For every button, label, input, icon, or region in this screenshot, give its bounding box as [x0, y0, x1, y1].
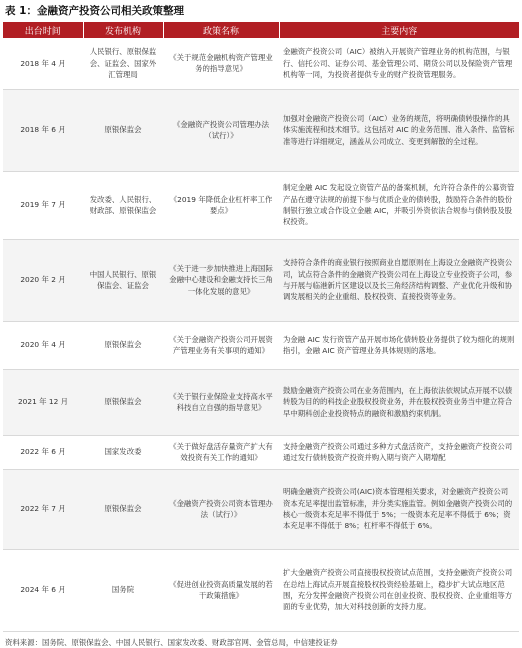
cell-content: 鼓励金融资产投资公司在业务范围内，在上海依法依规试点开展不以债转股为目的的科技企业股权投资业务，并在股权投资业务当中建立符合早中期科创企业投资特点的融资和激励约束机制。 [279, 369, 519, 435]
cell-date: 2019 年 7 月 [3, 171, 83, 239]
cell-agency: 国家发改委 [83, 435, 163, 469]
cell-agency: 中国人民银行、原银保监会、证监会 [83, 239, 163, 321]
cell-agency: 原银保监会 [83, 469, 163, 549]
table-row [3, 239, 519, 321]
cell-agency: 原银保监会 [83, 369, 163, 435]
table-row [3, 89, 519, 171]
header-policy: 政策名称 [163, 22, 279, 38]
cell-content: 加强对金融资产投资公司（AIC）业务的规范，将明确债转股操作的具体实施流程和技术细节。这包括对 AIC 的业务范围、准入条件、监管标准等进行详细规定，涵盖从公司成立、变更到解散的全过程。 [279, 89, 519, 171]
cell-agency: 原银保监会 [83, 321, 163, 369]
cell-policy: 《金融资产投资公司资本管理办法（试行）》 [163, 469, 279, 549]
table-row [3, 549, 519, 631]
source-note: 资料来源：国务院、原银保监会、中国人民银行、国家发改委、财政部官网、金管总局，中信建投证券 [5, 637, 338, 647]
cell-date: 2022 年 6 月 [3, 435, 83, 469]
cell-date: 2022 年 7 月 [3, 469, 83, 549]
cell-policy: 《关于金融资产投资公司开展资产管理业务有关事项的通知》 [163, 321, 279, 369]
cell-policy: 《促进创业投资高质量发展的若干政策措施》 [163, 549, 279, 631]
table-row [3, 321, 519, 369]
policy-table [3, 22, 519, 632]
header-date: 出台时间 [3, 22, 83, 38]
cell-policy: 《关于银行业保险业支持高水平科技自立自强的指导意见》 [163, 369, 279, 435]
table-row [3, 38, 519, 89]
table-title: 表 1：金融资产投资公司相关政策整理 [5, 5, 184, 17]
cell-policy: 《金融资产投资公司管理办法（试行）》 [163, 89, 279, 171]
cell-date: 2024 年 6 月 [3, 549, 83, 631]
table-row [3, 369, 519, 435]
cell-agency: 发改委、人民银行、财政部、原银保监会 [83, 171, 163, 239]
header-content: 主要内容 [279, 22, 519, 38]
cell-content: 支持金融资产投资公司通过多种方式盘活资产，支持金融资产投资公司通过发行债转股资产投资并购入期与资产入期增配 [279, 435, 519, 469]
cell-policy: 《2019 年降低企业杠杆率工作要点》 [163, 171, 279, 239]
cell-content: 金融资产投资公司（AIC）被纳入开展资产管理业务的机构范围，与银行、信托公司、证券公司、基金管理公司、期货公司以及保险资产管理机构等一同，为投资者提供专业的财产投资管理服务。 [279, 38, 519, 89]
cell-date: 2021 年 12 月 [3, 369, 83, 435]
table-row [3, 435, 519, 469]
cell-content: 为金融 AIC 发行资管产品开展市场化债转股业务提供了较为细化的规则指引，金融 AIC 资产管理业务具体规则的落地。 [279, 321, 519, 369]
cell-content: 扩大金融资产投资公司直接股权投资试点范围，支持金融资产投资公司在总结上海试点开展直接股权投资经验基础上，稳步扩大试点地区范围，充分发挥金融资产投资公司在创业投资、股权投资、企业重组等方面的专业优势，加大对科技创新的支持力度。 [279, 549, 519, 631]
cell-content: 明确金融资产投资公司(AIC)资本管理相关要求，对金融资产投资公司资本充足率提出监管标准，并分类实施监管。例如金融资产投资公司的核心一级资本充足率不得低于 5%；一级资本充足率不得低于 6%；资本充足率不得低于 8%；杠杆率不得低于 6%。 [279, 469, 519, 549]
cell-date: 2018 年 4 月 [3, 38, 83, 89]
cell-policy: 《关于规范金融机构资产管理业务的指导意见》 [163, 38, 279, 89]
cell-content: 制定金融 AIC 发起设立资管产品的备案机制，允许符合条件的公募资管产品在遵守法规的前提下参与优质企业的债转股，鼓励符合条件的股份制银行独立或合作设立金融 AIC，并吸引外资依法合规参与债转股及股权投资。 [279, 171, 519, 239]
table-row [3, 469, 519, 549]
cell-content: 支持符合条件的商业银行按照商业自愿原则在上海设立金融资产投资公司，试点符合条件的金融资产投资公司在上海设立专业投资子公司，参与开展与临港新片区建设以及长三角经济结构调整、产业优化升级和协调发展相关的企业重组、股权投资、直接投资等业务。 [279, 239, 519, 321]
table-row [3, 171, 519, 239]
cell-policy: 《关于进一步加快推进上海国际金融中心建设和金融支持长三角一体化发展的意见》 [163, 239, 279, 321]
cell-date: 2020 年 2 月 [3, 239, 83, 321]
cell-policy: 《关于做好盘活存量资产扩大有效投资有关工作的通知》 [163, 435, 279, 469]
cell-agency: 国务院 [83, 549, 163, 631]
cell-agency: 原银保监会 [83, 89, 163, 171]
header-agency: 发布机构 [83, 22, 163, 38]
cell-agency: 人民银行、原银保监会、证监会、国家外汇管理局 [83, 38, 163, 89]
cell-date: 2020 年 4 月 [3, 321, 83, 369]
table-header-row [3, 22, 519, 38]
cell-date: 2018 年 6 月 [3, 89, 83, 171]
